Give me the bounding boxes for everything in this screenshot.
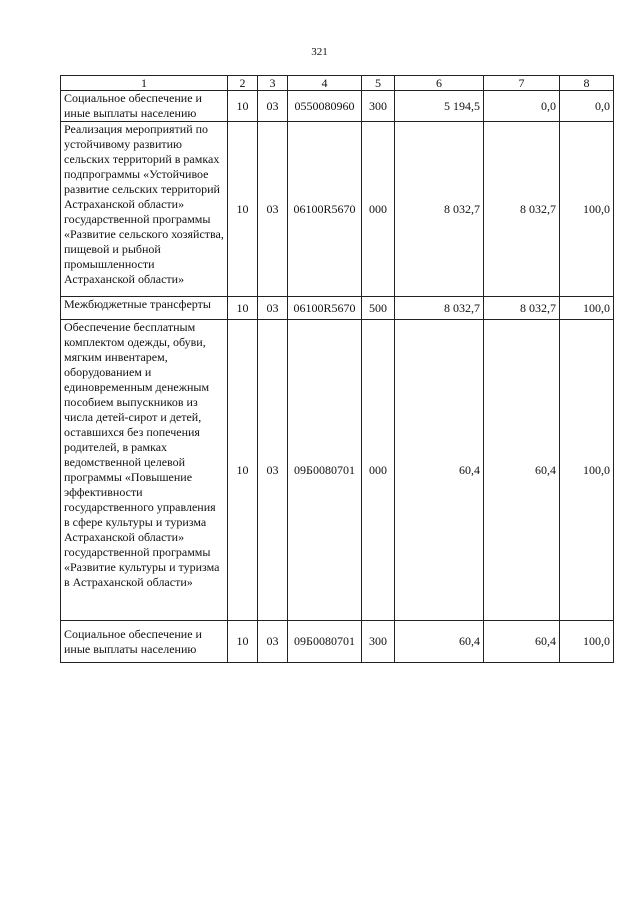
percent-cell: 100,0 [560,297,614,320]
column-header: 1 [61,76,228,91]
amount-cell: 60,4 [395,320,484,621]
amount-cell: 60,4 [484,621,560,663]
table-row [61,122,614,297]
row-name: Реализация мероприятий по устойчивому развитию сельских территорий в рамках подпрограммы «Устойчивое развитие сельских территорий Астраханской области» государственной программы «Развитие сельского хозяйства, пищевой и рыбной промышленности Астраханской области» [61,122,228,297]
row-name: Социальное обеспечение и иные выплаты населению [61,91,228,122]
page-number: 321 [311,46,328,58]
expense-type-code: 300 [362,91,395,122]
amount-cell: 8 032,7 [395,122,484,297]
expense-type-code: 500 [362,297,395,320]
table-row [61,91,614,122]
target-article-code: 06100R5670 [288,122,362,297]
percent-cell: 100,0 [560,320,614,621]
section-code: 10 [228,91,258,122]
column-header: 4 [288,76,362,91]
budget-table [60,75,614,663]
subsection-code: 03 [258,122,288,297]
amount-cell: 8 032,7 [484,122,560,297]
table-row [61,320,614,621]
amount-cell: 8 032,7 [484,297,560,320]
target-article-code: 09Б0080701 [288,621,362,663]
table-header-row [61,76,614,91]
target-article-code: 06100R5670 [288,297,362,320]
column-header: 5 [362,76,395,91]
table-row [61,621,614,663]
target-article-code: 0550080960 [288,91,362,122]
column-header: 2 [228,76,258,91]
section-code: 10 [228,122,258,297]
percent-cell: 100,0 [560,122,614,297]
percent-cell: 100,0 [560,621,614,663]
column-header: 8 [560,76,614,91]
column-header: 3 [258,76,288,91]
amount-cell: 8 032,7 [395,297,484,320]
section-code: 10 [228,621,258,663]
section-code: 10 [228,320,258,621]
subsection-code: 03 [258,621,288,663]
column-header: 7 [484,76,560,91]
subsection-code: 03 [258,91,288,122]
percent-cell: 0,0 [560,91,614,122]
amount-cell: 0,0 [484,91,560,122]
amount-cell: 5 194,5 [395,91,484,122]
target-article-code: 09Б0080701 [288,320,362,621]
row-name: Обеспечение бесплатным комплектом одежды, обуви, мягким инвентарем, оборудованием и единовременным денежным пособием выпускников из числа детей-сирот и детей, оставшихся без попечения родителей, в рамках ведомственной целевой программы «Повышение эффективности государственного управления в сфере культуры и туризма Астраханской области» государственной программы «Развитие культуры и туризма в Астраханской области» [61,320,228,621]
amount-cell: 60,4 [484,320,560,621]
subsection-code: 03 [258,297,288,320]
expense-type-code: 300 [362,621,395,663]
table-row [61,297,614,320]
expense-type-code: 000 [362,122,395,297]
row-name: Социальное обеспечение и иные выплаты населению [61,621,228,663]
row-name: Межбюджетные трансферты [61,297,228,320]
section-code: 10 [228,297,258,320]
column-header: 6 [395,76,484,91]
subsection-code: 03 [258,320,288,621]
amount-cell: 60,4 [395,621,484,663]
expense-type-code: 000 [362,320,395,621]
